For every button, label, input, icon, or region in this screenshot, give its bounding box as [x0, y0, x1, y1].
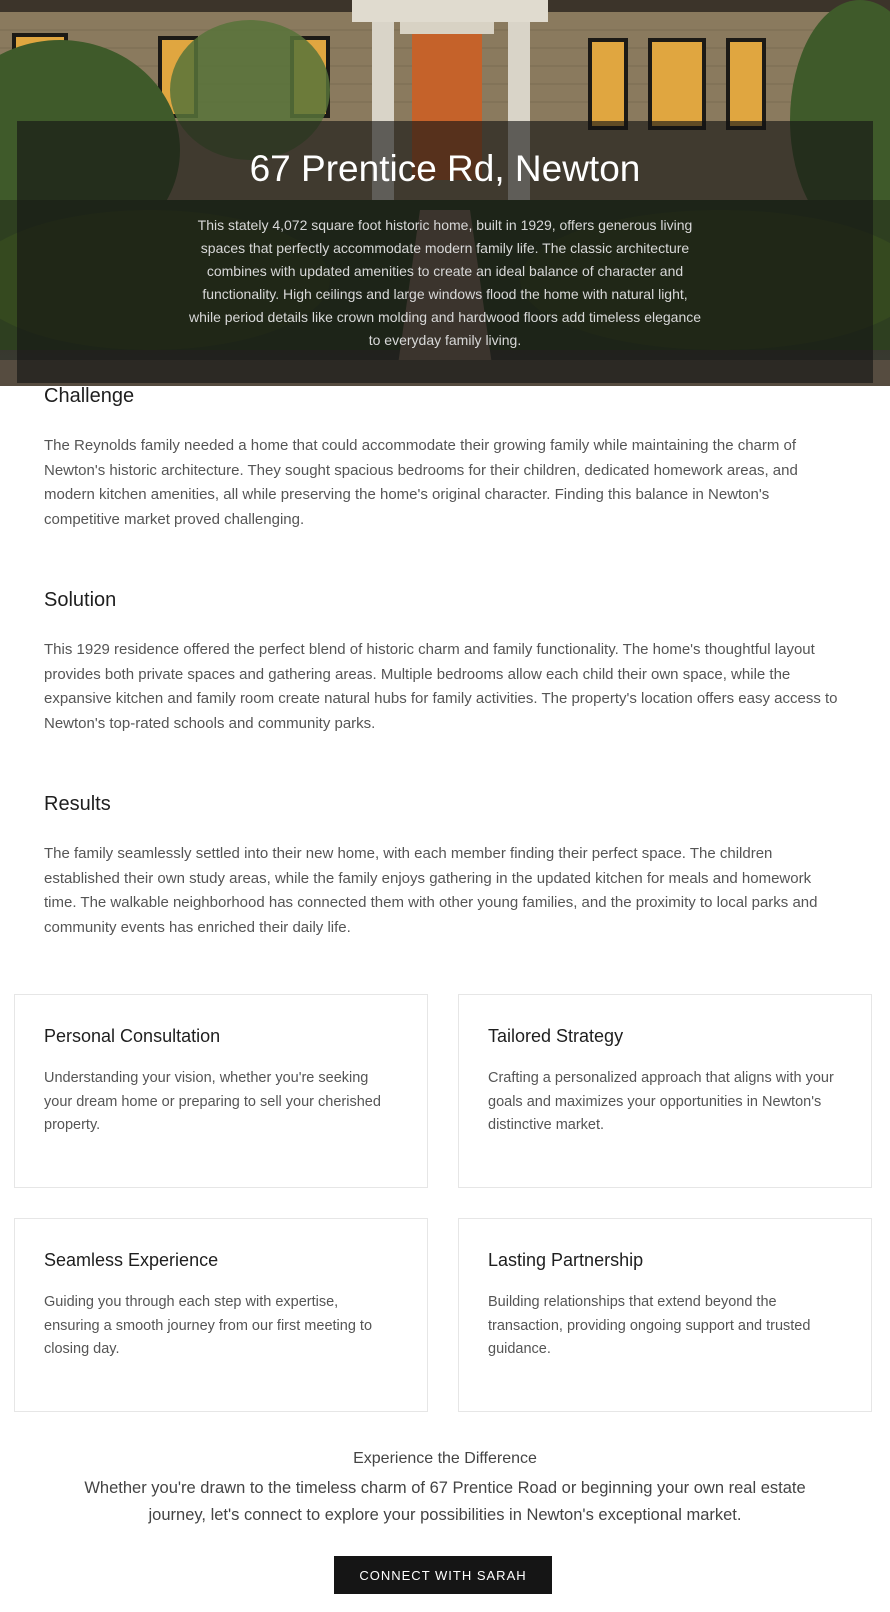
- card-title: Personal Consultation: [44, 1026, 221, 1046]
- card-title: Lasting Partnership: [488, 1250, 644, 1270]
- card-seamless-experience: [14, 1218, 428, 1412]
- card-title: Tailored Strategy: [488, 1026, 624, 1046]
- card-body: Crafting a personalized approach that aligns with your goals and maximizes your opportunities in Newton's distinctive market.: [488, 1070, 834, 1133]
- hero-section: [0, 0, 890, 386]
- challenge-section: [44, 385, 844, 528]
- property-title: 67 Prentice Rd, Newton: [249, 148, 641, 189]
- solution-section: [44, 589, 844, 732]
- results-section: [44, 793, 844, 936]
- cta-text: Whether you're drawn to the timeless charm of 67 Prentice Road or beginning your own real estate journey, let's connect to explore your possibilities in Newton's exceptional market.: [84, 1479, 806, 1524]
- results-body: The family seamlessly settled into their new home, with each member finding their perfect space. The children established their own study areas, while the family enjoys gathering in the updated kitchen for meals and homework time. The walkable neighborhood has connected them with other young families, and the proximity to local parks and community events has enriched their daily life.: [44, 845, 818, 936]
- card-body: Building relationships that extend beyond the transaction, providing ongoing support and trusted guidance.: [488, 1294, 811, 1357]
- cta-heading: Experience the Difference: [353, 1450, 537, 1467]
- solution-heading: Solution: [44, 589, 117, 611]
- card-body: Understanding your vision, whether you're seeking your dream home or preparing to sell your cherished property.: [44, 1070, 381, 1133]
- property-description: This stately 4,072 square foot historic home, built in 1929, offers generous living spaces that perfectly accommodate modern family life. The classic architecture combines with updated amenities to create an ideal balance of character and functionality. High ceilings and large windows flood the home with natural light, while period details like crown molding and hardwood floors add timeless elegance to everyday family living.: [188, 217, 702, 348]
- results-heading: Results: [44, 793, 111, 815]
- challenge-heading: Challenge: [44, 385, 135, 407]
- card-tailored-strategy: [458, 994, 872, 1188]
- card-personal-consultation: [14, 994, 428, 1188]
- card-lasting-partnership: [458, 1218, 872, 1412]
- solution-body: This 1929 residence offered the perfect blend of historic charm and family functionality. The home's thoughtful layout provides both private spaces and gathering areas. Multiple bedrooms allow each child their own space, while the expansive kitchen and family room create natural hubs for family activities. The property's location offers easy access to Newton's top-rated schools and community parks.: [44, 641, 838, 732]
- connect-button[interactable]: CONNECT WITH SARAH: [334, 1556, 552, 1594]
- card-body: Guiding you through each step with expertise, ensuring a smooth journey from our first meeting to closing day.: [44, 1294, 373, 1357]
- card-title: Seamless Experience: [44, 1250, 219, 1270]
- challenge-body: The Reynolds family needed a home that could accommodate their growing family while maintaining the charm of Newton's historic architecture. They sought spacious bedrooms for their children, dedicated homework areas, and modern kitchen amenities, all while preserving the home's original character. Finding this balance in Newton's competitive market proved challenging.: [44, 437, 798, 528]
